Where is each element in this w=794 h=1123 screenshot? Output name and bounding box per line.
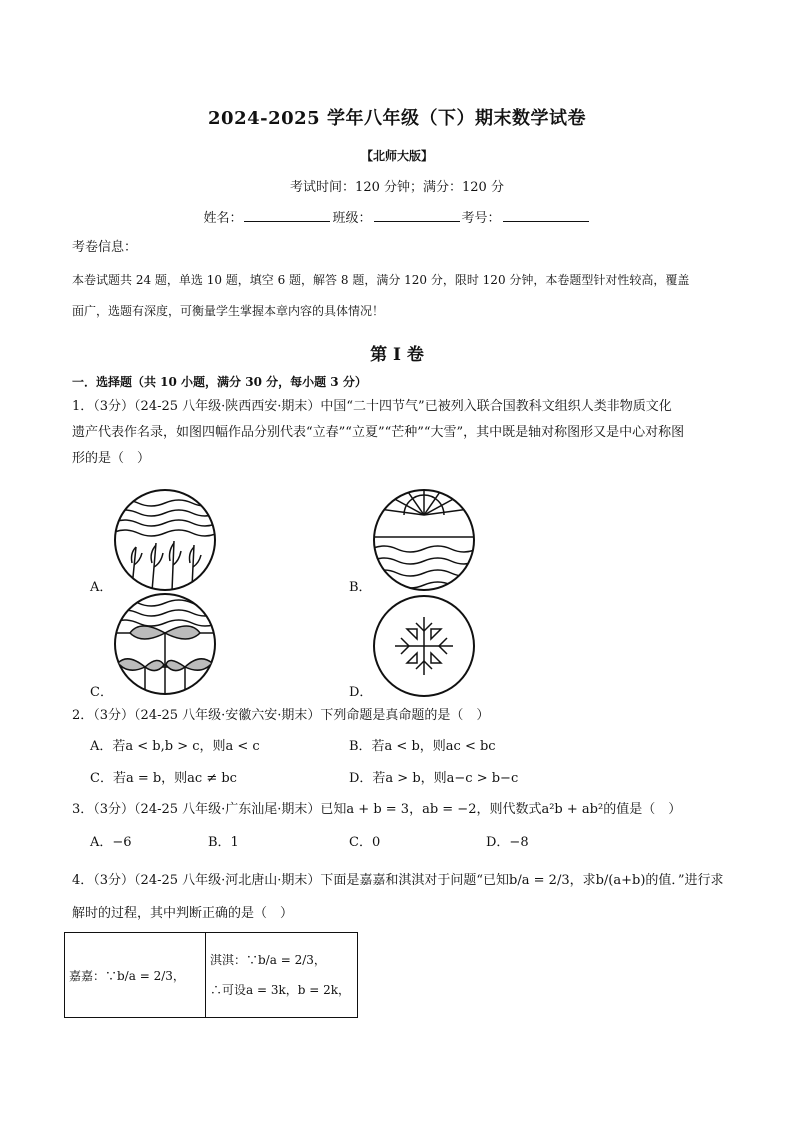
q2-option-b: B．若a < b，则ac < bc	[349, 739, 496, 754]
name-label: 姓名：	[203, 211, 243, 226]
q2-stem: 2．（3分）（24-25 八年级·安徽六安·期末）下列命题是真命题的是（ ）	[72, 708, 490, 723]
info-heading: 考卷信息：	[72, 240, 138, 255]
id-label: 考号：	[461, 211, 501, 226]
edition-label: 【北师大版】	[360, 149, 433, 163]
q1-line-3: 形的是（ ）	[72, 451, 151, 466]
figure-c-mangzhong	[112, 591, 218, 697]
q2-option-c: C．若a = b，则ac ≠ bc	[90, 771, 237, 786]
q3-stem: 3．（3分）（24-25 八年级·广东汕尾·期末）已知a + b = 3，ab = −2，则代数式a²b + ab²的值是（ ）	[72, 802, 682, 817]
q1-option-d-label: D．	[349, 685, 373, 700]
part1-heading: 一．选择题（共 10 小题，满分 30 分，每小题 3 分）	[72, 375, 367, 389]
q4-line-1: 4．（3分）（24-25 八年级·河北唐山·期末）下面是嘉嘉和淇淇对于问题“已知b/a = 2/3，求b/(a+b)的值．”进行求	[72, 873, 724, 888]
qiqi-cell	[206, 933, 358, 1018]
q2-option-a: A．若a < b,b > c，则a < c	[90, 739, 260, 754]
class-label: 班级：	[332, 211, 372, 226]
exam-time-info: 考试时间：120 分钟；满分：120 分	[290, 180, 504, 195]
q1-option-a-label: A．	[90, 580, 113, 595]
q1-line-2: 遗产代表作名录，如图四幅作品分别代表“立春”“立夏”“芒种”“大雪”，其中既是轴对称图形又是中心对称图	[72, 425, 685, 440]
jiajia-cell	[65, 933, 206, 1018]
q4-line-2: 解时的过程，其中判断正确的是（ ）	[72, 906, 294, 921]
q3-option-b: B．1	[208, 835, 239, 850]
info-line-2: 面广，选题有深度，可衡量学生掌握本章内容的具体情况！	[72, 304, 385, 318]
q3-option-a: A．−6	[90, 835, 132, 850]
q2-option-d: D．若a > b，则a−c > b−c	[349, 771, 519, 786]
class-blank	[374, 209, 460, 222]
figure-b-lixia	[371, 487, 477, 593]
id-blank	[503, 209, 589, 222]
name-blank	[244, 209, 330, 222]
info-line-1: 本卷试题共 24 题，单选 10 题，填空 6 题，解答 8 题，满分 120 分，限时 120 分钟，本卷题型针对性较高，覆盖	[72, 273, 690, 287]
q1-option-c-label: C．	[90, 685, 113, 700]
q1-line-1: 1．（3分）（24-25 八年级·陕西西安·期末）中国“二十四节气”已被列入联合国教科文组织人类非物质文化	[72, 399, 672, 414]
student-fields	[0, 207, 794, 226]
figure-a-lichun	[112, 487, 218, 593]
q3-option-c: C．0	[349, 835, 381, 850]
figure-d-daxue	[371, 593, 477, 699]
exam-title: 2024-2025 学年八年级（下）期末数学试卷	[208, 108, 586, 129]
qiqi-line-1: 淇淇：∵b/a = 2/3，	[210, 953, 326, 967]
q3-option-d: D．−8	[486, 835, 529, 850]
qiqi-line-2: ∴可设a = 3k，b = 2k，	[210, 983, 351, 997]
section-title: 第 I 卷	[370, 345, 424, 365]
q1-option-b-label: B．	[349, 580, 372, 595]
jiajia-text: 嘉嘉：∵b/a = 2/3，	[69, 968, 185, 983]
q4-solution-table	[64, 932, 358, 1018]
